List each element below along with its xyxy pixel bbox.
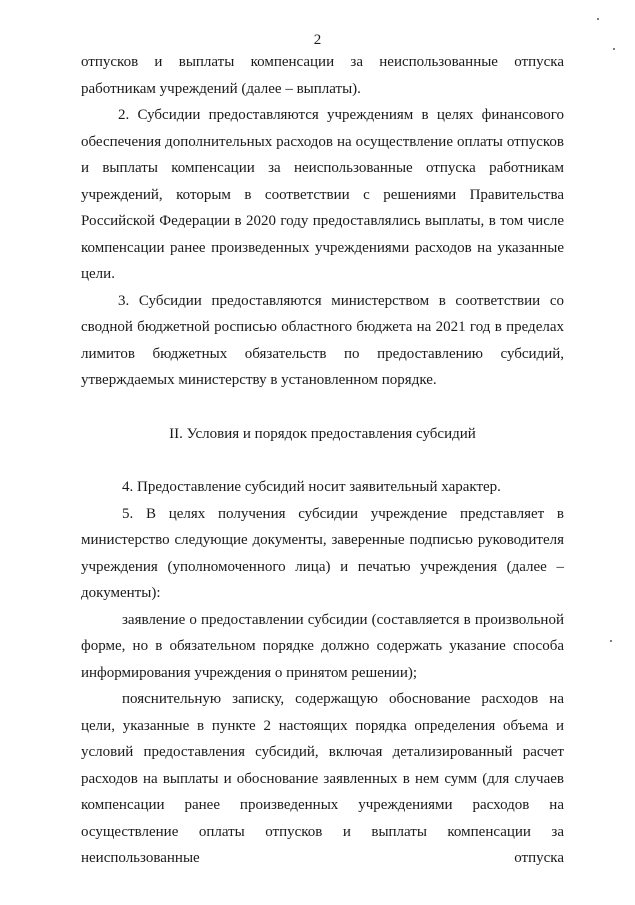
paragraph-5-item-application: заявление о предоставлении субсидии (составляется в произвольной форме, но в обязательном порядке должно содержать указание способа информирования учреждения о принятом решении); [81, 611, 564, 681]
scan-speck [610, 640, 612, 642]
paragraph-5: 5. В целях получения субсидии учреждение представляет в министерство следующие документы, заверенные подписью руководителя учреждения (уполномоченного лица) и печатью учреждения (далее – документы): [81, 505, 564, 601]
document-body [81, 49, 564, 872]
paragraph-3: 3. Субсидии предоставляются министерством в соответствии со сводной бюджетной росписью областного бюджета на 2021 год в пределах лимитов бюджетных обязательств по предоставлению субсидий, утверждаемых министерству в установленном порядке. [81, 292, 564, 388]
paragraph-2: 2. Субсидии предоставляются учреждениям в целях финансового обеспечения дополнительных расходов на осуществление оплаты отпусков и выплаты компенсации за неиспользованные отпуска работникам учреждений, которым в соответствии с решениями Правительства Российской Федерации в 2020 году предоставлялись выплаты, в том числе компенсации ранее произведенных учреждениями расходов на указанные цели. [81, 107, 564, 282]
scan-speck [597, 18, 599, 20]
paragraph-4: 4. Предоставление субсидий носит заявительный характер. [122, 479, 501, 495]
paragraph-continuation: отпусков и выплаты компенсации за неиспользованные отпуска работникам учреждений (далее – выплаты). [81, 54, 564, 97]
section-heading: II. Условия и порядок предоставления субсидий [169, 425, 476, 442]
paragraph-5-item-explanatory-note: пояснительную записку, содержащую обоснование расходов на цели, указанные в пункте 2 настоящих порядка определения объема и условий предоставления субсидий, включая детализированный расчет расходов на выплаты и обоснование заявленных в нем сумм (для случаев компенсации ранее произведенных учреждениями расходов на осуществление оплаты отпусков и выплаты компенсации за неиспользованные отпуска [81, 691, 564, 866]
scan-speck [613, 48, 615, 50]
page-number: 2 [313, 32, 322, 48]
